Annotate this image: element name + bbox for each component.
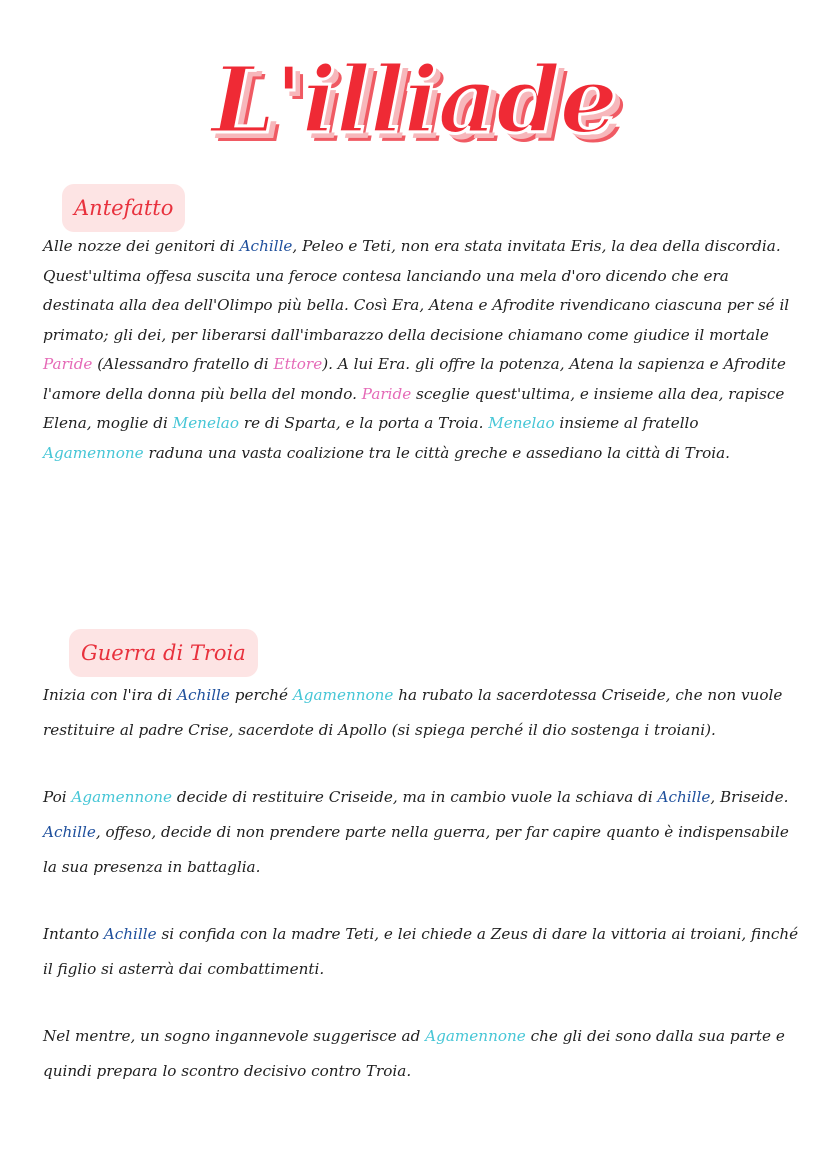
paragraph-antefatto	[43, 232, 803, 468]
text-segment: , offeso, decide di non prendere parte nella guerra, per far capire quanto è indispensabile la sua presenza in battaglia.	[43, 823, 789, 876]
page-title: L'illiade	[210, 46, 618, 154]
name-achille: Achille	[43, 823, 96, 841]
text-segment: perché	[229, 686, 293, 704]
name-menelao: Menelao	[488, 414, 555, 432]
heading-guerra-di-troia: Guerra di Troia	[69, 629, 258, 677]
text-segment: che gli dei sono dalla sua parte e quindi prepara lo scontro decisivo contro Troia.	[43, 1027, 785, 1080]
paragraph-sogno	[43, 1019, 803, 1089]
name-menelao: Menelao	[172, 414, 240, 432]
paragraph-ira-achille	[43, 678, 803, 748]
text-segment: ha rubato la sacerdotessa Criseide, che non vuole restituire al padre Crise, sacerdote di Apollo (si spiega perché il dio sostenga i troiani).	[43, 686, 783, 739]
name-agamennone: Agamennone	[43, 443, 144, 462]
text-segment: raduna una vasta coalizione tra le città greche e assediano la città di Troia.	[143, 443, 730, 462]
text-segment: decide di restituire Criseide, ma in cambio vuole la schiava di	[172, 788, 658, 806]
text-segment: Nel mentre, un sogno ingannevole suggerisce ad	[43, 1027, 426, 1045]
paragraph-briseide	[43, 780, 803, 885]
spacer	[43, 987, 803, 1019]
section-guerra-body	[43, 678, 803, 1089]
text-segment: , Briseide.	[710, 788, 789, 806]
name-ettore: Ettore	[273, 355, 323, 373]
text-segment: , Peleo e Teti, non era stata invitata Eris, la dea della discordia. Quest'ultima offesa suscita una feroce contesa lanciando una mela d'oro dicendo che era destinata alla dea dell'Olimpo più bella. Così Era, Atena e Afrodite rivendicano ciascuna per sé il primato; gli dei, per liberarsi dall'imbarazzo della decisione chiamano come giudice il mortale	[43, 237, 790, 344]
paragraph-teti-zeus	[43, 917, 803, 987]
name-achille: Achille	[239, 237, 293, 255]
name-achille: Achille	[103, 925, 157, 943]
text-segment: re di Sparta, e la porta a Troia.	[239, 414, 489, 432]
text-segment: Intanto	[43, 925, 104, 943]
name-achille: Achille	[657, 788, 711, 806]
name-agamennone: Agamennone	[71, 788, 173, 806]
text-segment: sceglie quest'ultima, e insieme alla dea, rapisce Elena, moglie di	[43, 384, 785, 432]
text-segment: si confida con la madre Teti, e lei chiede a Zeus di dare la vittoria ai troiani, finché il figlio si asterrà dai combattimenti.	[43, 925, 799, 978]
name-agamennone: Agamennone	[292, 686, 394, 704]
text-segment: insieme al fratello	[554, 414, 699, 432]
name-paride: Paride	[361, 384, 412, 403]
spacer	[43, 748, 803, 780]
name-achille: Achille	[177, 686, 230, 704]
text-segment: Poi	[43, 788, 72, 806]
name-paride: Paride	[43, 355, 93, 373]
text-segment: ). A lui Era. gli offre la potenza, Atena la sapienza e Afrodite l'amore della donna più bella del mondo.	[43, 355, 786, 403]
spacer	[43, 885, 803, 917]
text-segment: (Alessandro fratello di	[92, 355, 274, 373]
heading-antefatto: Antefatto	[62, 184, 185, 232]
text-segment: Alle nozze dei genitori di	[43, 237, 240, 255]
text-segment: Inizia con l'ira di	[43, 686, 178, 704]
name-agamennone: Agamennone	[425, 1027, 526, 1045]
